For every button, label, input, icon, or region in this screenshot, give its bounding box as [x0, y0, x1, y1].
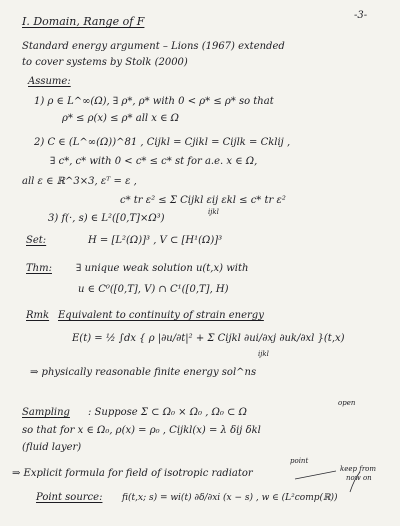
- set-definition: H = [L²(Ω)]³ , V ⊂ [H¹(Ω)]³: [88, 235, 223, 246]
- open-annotation: open: [338, 399, 356, 407]
- assumption-1-line-2: ρ* ≤ ρ(x) ≤ ρ* all x ∈ Ω: [62, 113, 179, 124]
- theorem-line-2: u ∈ C⁰([0,T], V) ∩ C¹([0,T], H): [78, 284, 229, 295]
- theorem-label: Thm:: [26, 263, 52, 274]
- point-source-label: Point source:: [36, 492, 103, 503]
- page-number: -3-: [354, 10, 368, 21]
- keep-annotation-2: now on: [346, 474, 372, 482]
- sum-index: ijkl: [208, 208, 219, 216]
- implication-line: ⇒ physically reasonable finite energy sol^ns: [30, 367, 257, 378]
- point-arrow-stroke: [295, 471, 336, 479]
- section-heading: I. Domain, Range of F: [22, 15, 145, 28]
- assumption-2-line-1: 2) C ∈ (L^∞(Ω))^81 , Cijkl = Cjikl = Cijlk = Cklij ,: [34, 137, 291, 148]
- explicit-formula-line: ⇒ Explicit formula for field of isotropic radiator: [12, 468, 253, 479]
- assumption-2-line-3: all ε ∈ ℝ^3×3, εᵀ = ε ,: [22, 176, 137, 187]
- sampling-label: Sampling: [22, 407, 70, 418]
- remark-text: Equivalent to continuity of strain energy: [58, 310, 264, 321]
- energy-sum-index: ijkl: [258, 350, 269, 358]
- energy-formula: E(t) = ½ ∫dx { ρ |∂u/∂t|² + Σ Cijkl ∂ui/∂xj ∂uk/∂xl }(t,x): [72, 333, 345, 344]
- set-label: Set:: [26, 235, 47, 246]
- keep-arrow-stroke: [350, 472, 360, 492]
- assume-label: Assume:: [28, 76, 71, 87]
- point-annotation: point: [290, 457, 309, 465]
- assumption-2-inequality: c* tr ε² ≤ Σ Cijkl εij εkl ≤ c* tr ε²: [120, 195, 286, 206]
- sampling-line-2: so that for x ∈ Ω₀, ρ(x) = ρ₀ , Cijkl(x) = λ δij δkl: [22, 425, 261, 436]
- assumption-3: 3) f(·, s) ∈ L²([0,T]×Ω³): [48, 213, 165, 224]
- theorem-line-1: ∃ unique weak solution u(t,x) with: [76, 263, 249, 274]
- intro-line-1: Standard energy argument – Lions (1967) extended: [22, 41, 285, 52]
- remark-label: Rmk: [26, 310, 50, 321]
- assumption-2-line-2: ∃ c*, c* with 0 < c* ≤ c* st for a.e. x ∈ Ω,: [50, 156, 258, 167]
- sampling-line-3: (fluid layer): [22, 442, 82, 453]
- sampling-line-1: : Suppose Σ ⊂ Ω₀ × Ω₀ , Ω₀ ⊂ Ω: [88, 407, 247, 418]
- keep-annotation-1: keep from: [340, 465, 377, 473]
- point-source-formula: fi(t,x; s) = wi(t) ∂δ/∂xi (x − s) , w ∈ (L²comp(ℝ)): [122, 493, 338, 503]
- intro-line-2: to cover systems by Stolk (2000): [22, 57, 188, 68]
- assumption-1-line-1: 1) ρ ∈ L^∞(Ω), ∃ ρ*, ρ* with 0 < ρ* ≤ ρ* so that: [34, 96, 274, 107]
